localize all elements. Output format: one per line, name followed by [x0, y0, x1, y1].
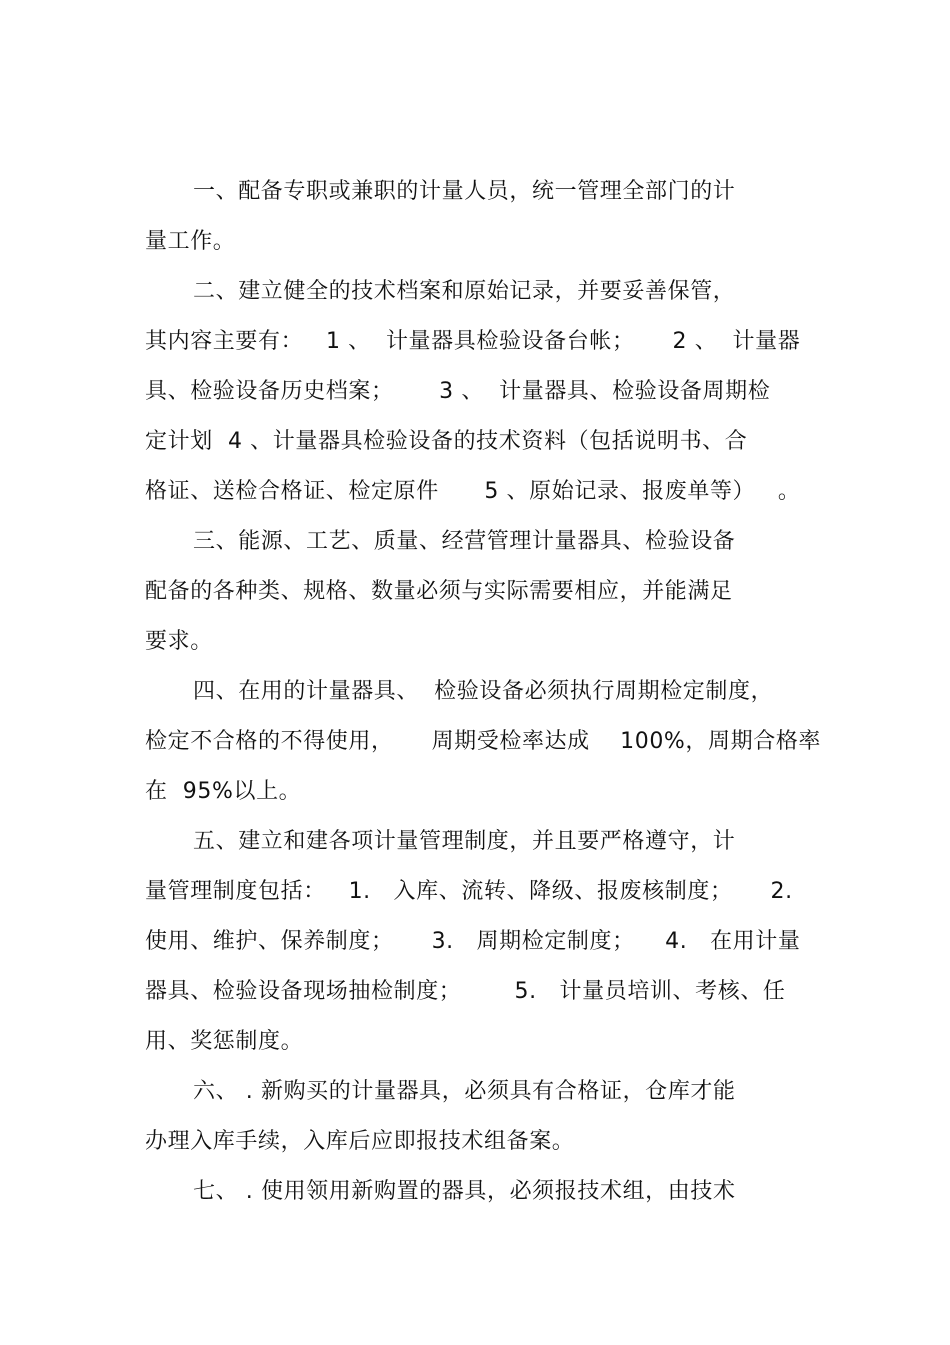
- text-line: 三、能源、工艺、质量、经营管理计量器具、检验设备: [193, 529, 736, 554]
- text-line: 格证、送检合格证、检定原件 5 、原始记录、报废单等） 。: [145, 479, 801, 504]
- text-line: 二、建立健全的技术档案和原始记录，并要妥善保管，: [193, 279, 736, 304]
- text-line: 七、 . 使用领用新购置的器具，必须报技术组，由技术: [193, 1179, 736, 1204]
- text-line: 量工作。: [145, 229, 236, 254]
- text-line: 配备的各种类、规格、数量必须与实际需要相应，并能满足: [145, 579, 733, 604]
- text-line: 量管理制度包括： 1. 入库、流转、降级、报废核制度； 2.: [145, 879, 793, 904]
- text-line: 器具、检验设备现场抽检制度； 5. 计量员培训、考核、任: [145, 979, 786, 1004]
- text-line: 具、检验设备历史档案； 3 、 计量器具、检验设备周期检: [145, 379, 771, 404]
- text-line: 办理入库手续，入库后应即报技术组备案。: [145, 1129, 575, 1154]
- text-line: 定计划 4 、计量器具检验设备的技术资料（包括说明书、合: [145, 429, 748, 454]
- text-line: 四、在用的计量器具、 检验设备必须执行周期检定制度，: [193, 679, 774, 704]
- text-line: 一、配备专职或兼职的计量人员，统一管理全部门的计: [193, 179, 736, 204]
- text-line: 六、 . 新购买的计量器具，必须具有合格证，仓库才能: [193, 1079, 736, 1104]
- text-line: 其内容主要有： 1 、 计量器具检验设备台帐； 2 、 计量器: [145, 329, 801, 354]
- text-line: 使用、维护、保养制度； 3. 周期检定制度； 4. 在用计量: [145, 929, 801, 954]
- text-line: 用、奖惩制度。: [145, 1029, 304, 1054]
- text-line: 五、建立和建各项计量管理制度，并且要严格遵守，计: [193, 829, 736, 854]
- text-line: 要求。: [145, 629, 213, 654]
- text-line: 在 95%以上。: [145, 779, 302, 804]
- text-line: 检定不合格的不得使用， 周期受检率达成 100%，周期合格率: [145, 729, 822, 754]
